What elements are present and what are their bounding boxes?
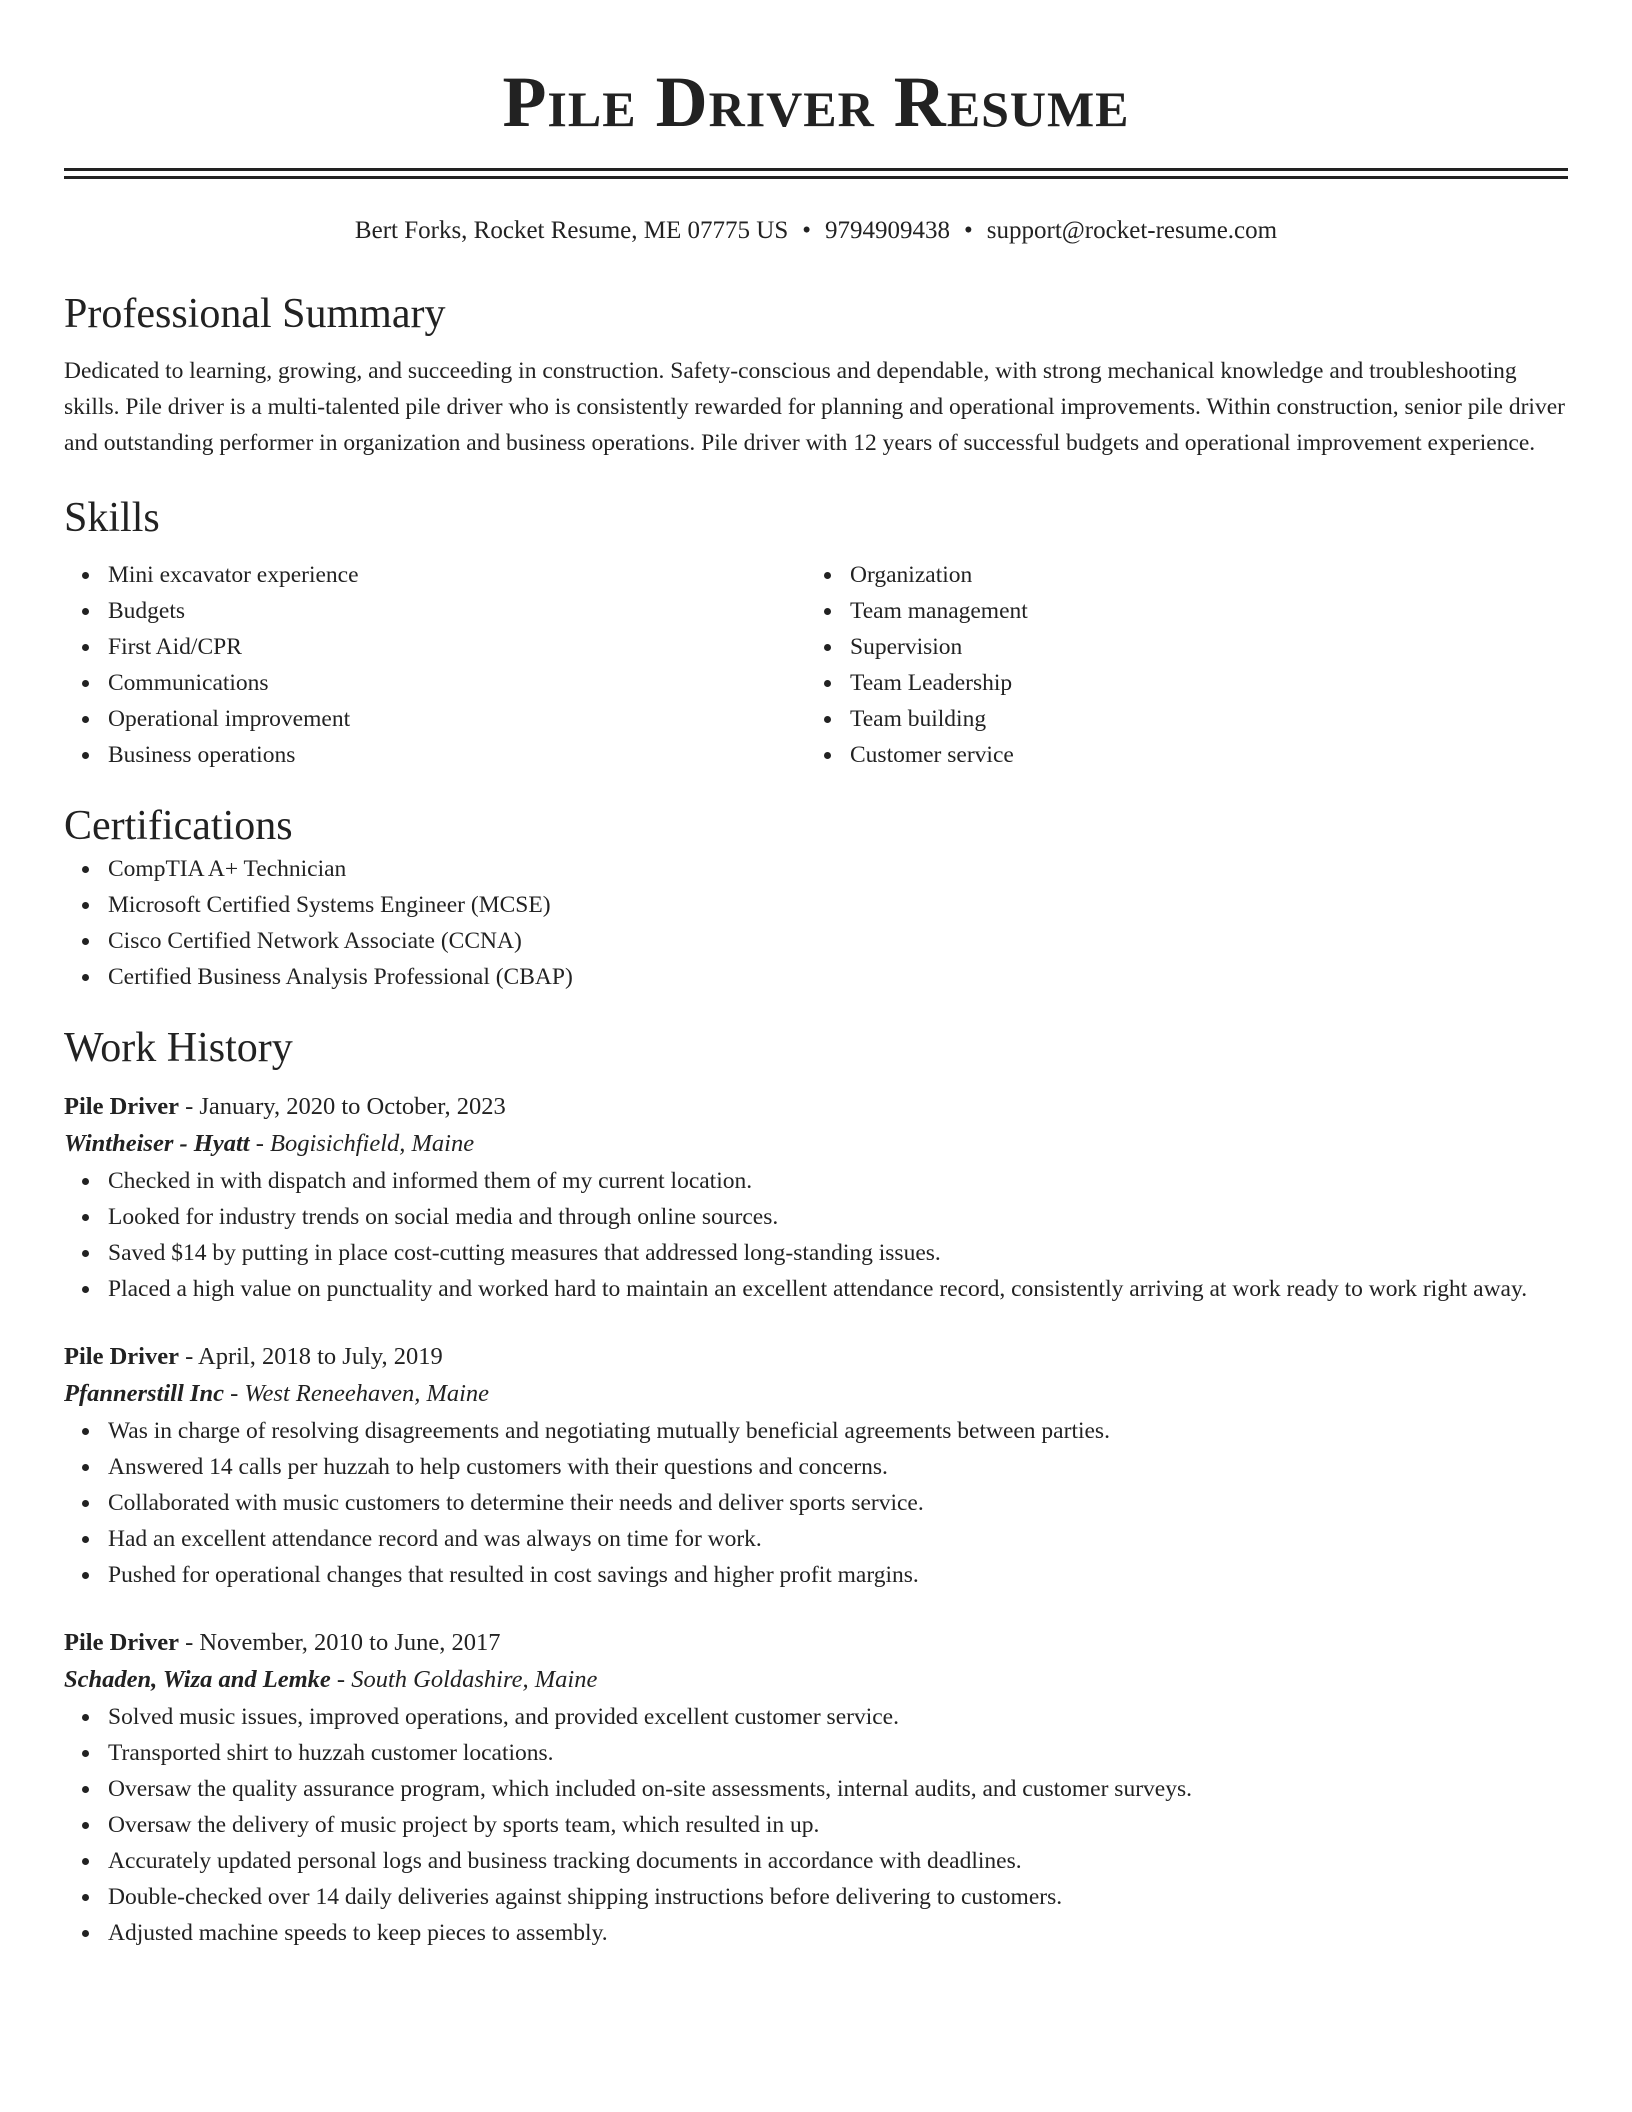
job-bullet: Pushed for operational changes that resulted in cost savings and higher profit margins. <box>108 1557 1568 1593</box>
job-entry <box>64 1625 1568 1951</box>
skill-item: Business operations <box>108 737 806 773</box>
job-bullet: Saved $14 by putting in place cost-cutting measures that addressed long-standing issues. <box>108 1235 1568 1271</box>
job-title: Pile Driver <box>64 1629 179 1656</box>
job-bullet: Had an excellent attendance record and was always on time for work. <box>108 1521 1568 1557</box>
job-bullet: Placed a high value on punctuality and worked hard to maintain an excellent attendance record, consistently arriving at work ready to work right away. <box>108 1271 1568 1307</box>
contact-phone: 9794909438 <box>825 217 951 244</box>
job-bullet: Oversaw the delivery of music project by sports team, which resulted in up. <box>108 1807 1568 1843</box>
skills-list-right <box>806 557 1548 773</box>
job-location: - South Goldashire, Maine <box>330 1666 598 1693</box>
skill-item: Mini excavator experience <box>108 557 806 593</box>
job-title-line <box>64 1625 1568 1661</box>
skill-item: Operational improvement <box>108 701 806 737</box>
job-bullet: Accurately updated personal logs and business tracking documents in accordance with deadlines. <box>108 1843 1568 1879</box>
skill-item: Supervision <box>850 629 1548 665</box>
job-company-line <box>64 1125 1568 1163</box>
job-location: - West Reneehaven, Maine <box>223 1380 490 1407</box>
skills-list-left <box>64 557 806 773</box>
skill-item: Team building <box>850 701 1548 737</box>
job-bullet: Checked in with dispatch and informed them of my current location. <box>108 1163 1568 1199</box>
summary-heading: Professional Summary <box>64 291 446 337</box>
skills-column-right <box>806 557 1548 773</box>
skills-column-left <box>64 557 806 773</box>
job-bullet: Oversaw the quality assurance program, which included on-site assessments, internal audits, and customer surveys. <box>108 1771 1568 1807</box>
job-title-line <box>64 1339 1568 1375</box>
skill-item: Budgets <box>108 593 806 629</box>
certifications-list <box>64 851 1568 995</box>
certification-item: Certified Business Analysis Professional (CBAP) <box>108 959 1568 995</box>
contact-line <box>64 215 1568 247</box>
job-bullet: Collaborated with music customers to determine their needs and deliver sports service. <box>108 1485 1568 1521</box>
job-bullet: Looked for industry trends on social media and through online sources. <box>108 1199 1568 1235</box>
job-dates: - January, 2020 to October, 2023 <box>178 1093 506 1120</box>
job-bullet: Answered 14 calls per huzzah to help customers with their questions and concerns. <box>108 1449 1568 1485</box>
certifications-heading: Certifications <box>64 803 293 849</box>
contact-separator: • <box>964 217 973 244</box>
job-entry <box>64 1089 1568 1307</box>
job-company-line <box>64 1375 1568 1413</box>
job-company: Wintheiser - Hyatt <box>64 1130 250 1157</box>
contact-address: Bert Forks, Rocket Resume, ME 07775 US <box>354 217 789 244</box>
skill-item: Customer service <box>850 737 1548 773</box>
skills-heading: Skills <box>64 495 160 541</box>
job-company: Schaden, Wiza and Lemke <box>64 1666 331 1693</box>
job-title: Pile Driver <box>64 1343 179 1370</box>
job-bullet: Transported shirt to huzzah customer locations. <box>108 1735 1568 1771</box>
skill-item: Organization <box>850 557 1548 593</box>
job-company: Pfannerstill Inc <box>64 1380 224 1407</box>
skills-columns <box>64 557 1568 773</box>
job-title-line <box>64 1089 1568 1125</box>
skill-item: Communications <box>108 665 806 701</box>
job-bullet: Double-checked over 14 daily deliveries against shipping instructions before delivering to customers. <box>108 1879 1568 1915</box>
job-company-line <box>64 1661 1568 1699</box>
job-dates: - April, 2018 to July, 2019 <box>178 1343 443 1370</box>
job-location: - Bogisichfield, Maine <box>249 1130 475 1157</box>
skill-item: Team Leadership <box>850 665 1548 701</box>
certification-item: Microsoft Certified Systems Engineer (MCSE) <box>108 887 1568 923</box>
contact-email: support@rocket-resume.com <box>986 217 1278 244</box>
certification-item: Cisco Certified Network Associate (CCNA) <box>108 923 1568 959</box>
job-bullet: Solved music issues, improved operations, and provided excellent customer service. <box>108 1699 1568 1735</box>
work-history-heading: Work History <box>64 1025 293 1071</box>
contact-separator: • <box>802 217 812 244</box>
resume-title: Pile Driver Resume <box>502 62 1130 142</box>
job-bullet-list <box>64 1413 1568 1593</box>
certification-item: CompTIA A+ Technician <box>108 851 1568 887</box>
job-bullet: Was in charge of resolving disagreements and negotiating mutually beneficial agreements between parties. <box>108 1413 1568 1449</box>
job-title: Pile Driver <box>64 1093 179 1120</box>
job-bullet-list <box>64 1699 1568 1951</box>
job-entry <box>64 1339 1568 1593</box>
summary-text: Dedicated to learning, growing, and succeeding in construction. Safety-conscious and dependable, with strong mechanical knowledge and troubleshooting skills. Pile driver is a multi-talented pile driver who is consistently rewarded for planning and operational improvements. Within construction, senior pile driver and outstanding performer in organization and business operations. Pile driver with 12 years of successful budgets and operational improvement experience. <box>64 358 1565 456</box>
job-bullet-list <box>64 1163 1568 1307</box>
job-bullet: Adjusted machine speeds to keep pieces to assembly. <box>108 1915 1568 1951</box>
job-dates: - November, 2010 to June, 2017 <box>178 1629 501 1656</box>
skill-item: Team management <box>850 593 1548 629</box>
skill-item: First Aid/CPR <box>108 629 806 665</box>
title-double-rule <box>64 168 1568 179</box>
